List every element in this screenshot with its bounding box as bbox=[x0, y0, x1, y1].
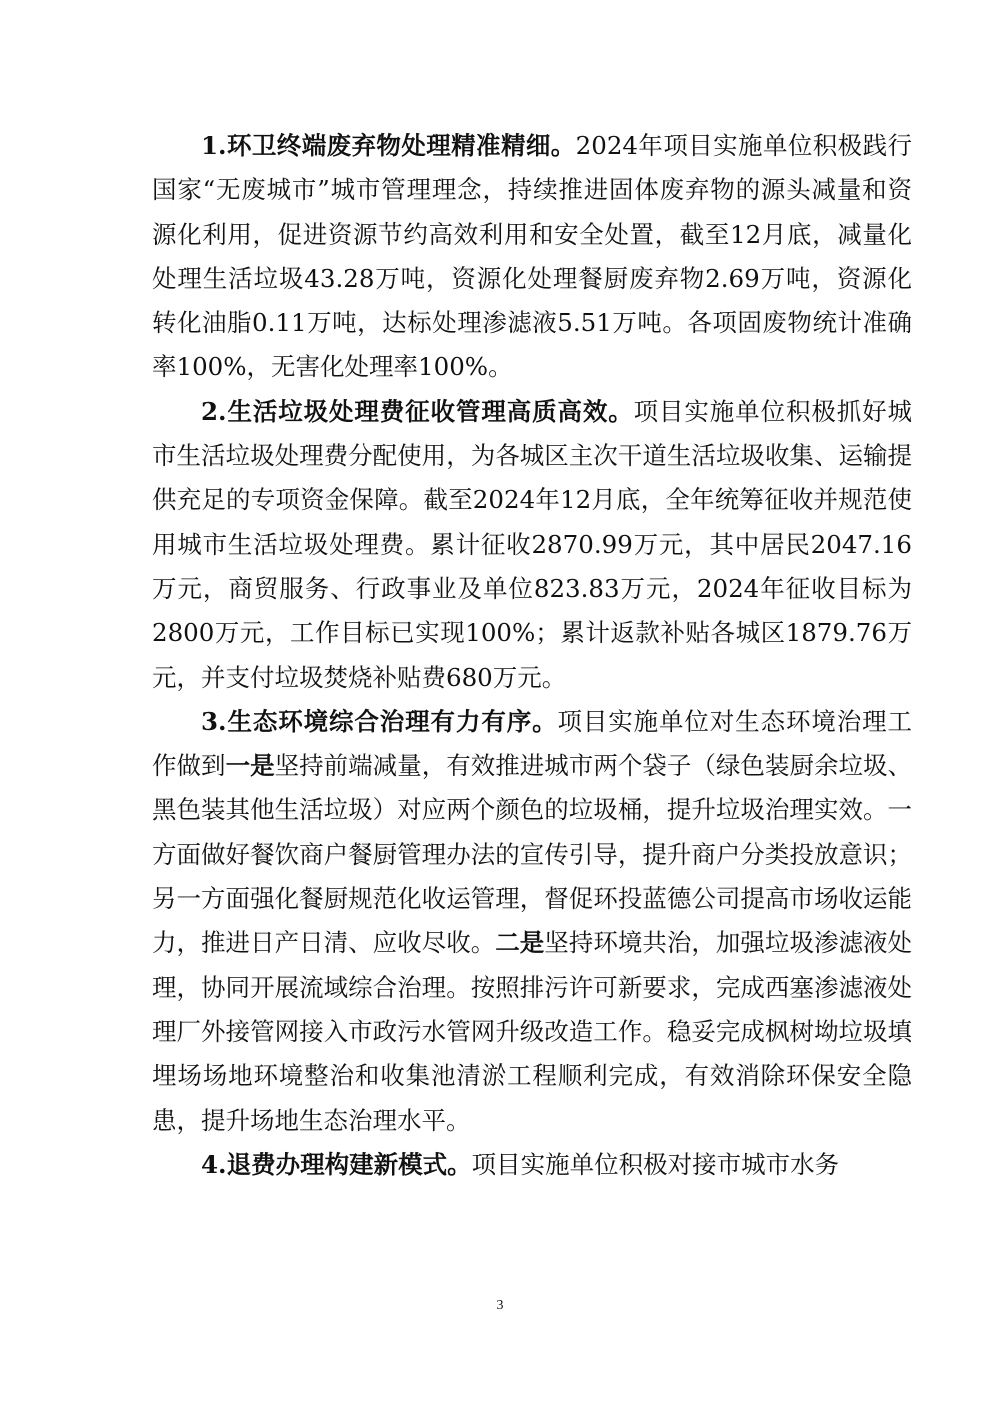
paragraph-3-body-b: 坚持前端减量，有效推进城市两个袋子（绿色装厨余垃圾、黑色装其他生活垃圾）对应两个颜色的垃圾桶，提升垃圾治理实效。一方面做好餐饮商户餐厨管理办法的宣传引导，提升商户分类投放意识；另一方面强化餐厨规范化收运管理，督促环投蓝德公司提高市场收运能力，推进日产日清、应收尽收。 bbox=[152, 751, 913, 958]
page-number: 3 bbox=[496, 1298, 504, 1313]
paragraph-3-heading: 3.生态环境综合治理有力有序。 bbox=[201, 706, 558, 736]
paragraph-1-body: 2024年项目实施单位积极践行国家“无废城市”城市管理理念，持续推进固体废弃物的源头减量和资源化利用，促进资源节约高效利用和安全处置，截至12月底，减量化处理生活垃圾43.28万吨，资源化处理餐厨废弃物2.69万吨，资源化转化油脂0.11万吨，达标处理渗滤液5.51万吨。各项固废物统计准确率100%，无害化处理率100%。 bbox=[152, 131, 912, 382]
paragraph-3-point-one: 一是 bbox=[225, 751, 275, 781]
paragraph-2-body: 项目实施单位积极抓好城市生活垃圾处理费分配使用，为各城区主次干道生活垃圾收集、运输提供充足的专项资金保障。截至2024年12月底，全年统筹征收并规范使用城市生活垃圾处理费。累计征收2870.99万元，其中居民2047.16万元，商贸服务、行政事业及单位823.83万元，2024年征收目标为2800万元，工作目标已实现100%；累计返款补贴各城区1879.76万元，并支付垃圾焚烧补贴费680万元。 bbox=[152, 396, 912, 692]
paragraph-3-point-two: 二是 bbox=[495, 928, 545, 958]
document-body bbox=[152, 124, 912, 1187]
paragraph-2-heading: 2.生活垃圾处理费征收管理高质高效。 bbox=[201, 396, 634, 426]
paragraph-1-heading: 1.环卫终端废弃物处理精准精细。 bbox=[201, 131, 576, 160]
paragraph-3-body-a: 项目实施单位对生态环境治理工作做到 bbox=[152, 706, 913, 781]
paragraph-1 bbox=[152, 124, 912, 390]
paragraph-3 bbox=[152, 700, 912, 1143]
paragraph-4-body: 项目实施单位积极对接市城市水务 bbox=[471, 1149, 840, 1179]
paragraph-4-heading: 4.退费办理构建新模式。 bbox=[201, 1149, 472, 1179]
paragraph-3-body-c: 坚持环境共治，加强垃圾渗滤液处理，协同开展流域综合治理。按照排污许可新要求，完成西塞渗滤液处理厂外接管网接入市政污水管网升级改造工作。稳妥完成枫树坳垃圾填埋场场地环境整治和收集池清淤工程顺利完成，有效消除环保安全隐患，提升场地生态治理水平。 bbox=[152, 928, 913, 1135]
paragraph-2 bbox=[152, 390, 912, 700]
paragraph-4 bbox=[152, 1143, 912, 1187]
